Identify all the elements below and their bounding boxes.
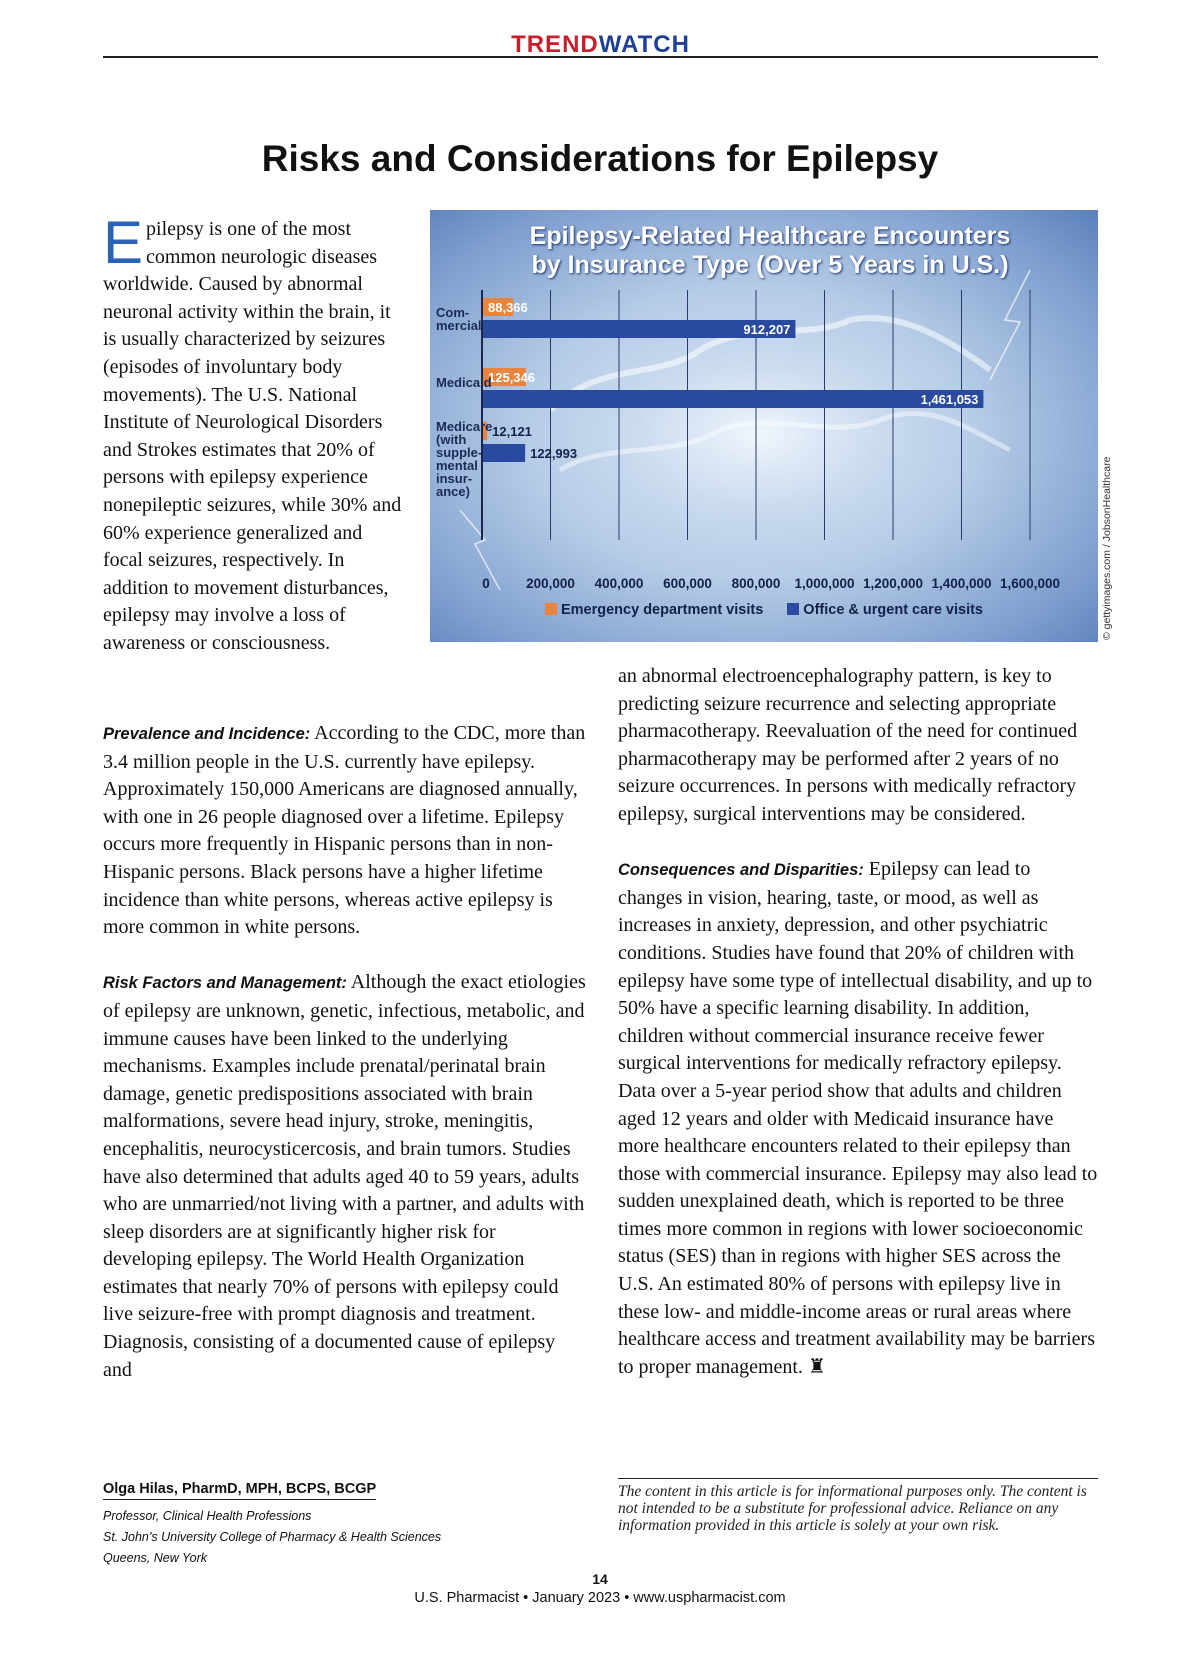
page-title: Risks and Considerations for Epilepsy <box>261 138 939 179</box>
chart-title-line-1: Epilepsy-Related Healthcare Encounters <box>529 222 1011 250</box>
x-tick-label: 800,000 <box>731 576 781 591</box>
x-tick-label: 200,000 <box>526 576 575 591</box>
category-label-commercial: Com- mercial <box>436 305 482 333</box>
risk-continued-paragraph: an abnormal electroencephalography pattern, is key to predicting seizure recurrence and selecting appropriate pharmacotherapy. Reevaluation of the need for continued pharmacotherapy may be performed after 2 years of no seizure occurrences. In persons with medically refractory epilepsy, surgical interventions may be considered. <box>618 665 1078 825</box>
legend-swatch <box>545 603 557 615</box>
chart-legend <box>430 602 1098 618</box>
bar-office <box>483 390 983 408</box>
bar-value-label: 1,461,053 <box>920 392 979 407</box>
bar-value-label: 912,207 <box>743 322 791 337</box>
page-footer <box>0 1571 1200 1606</box>
x-tick-label: 1,000,000 <box>794 576 855 591</box>
prevalence-paragraph <box>103 720 588 942</box>
legend-item-office: Office & urgent care visits <box>787 602 983 618</box>
author-institution: St. John’s University College of Pharmacy & Health Sciences <box>103 1530 442 1544</box>
author-name: Olga Hilas, PharmD, MPH, BCPS, BCGP <box>103 1481 376 1500</box>
consequences-text: Epilepsy can lead to changes in vision, hearing, taste, or mood, as well as increases in anxiety, depression, and other psychiatric conditions. Studies have found that 20% of children with epilepsy have some type of intellectual disability, and up to 50% have a specific learning disability. In addition, children without commercial insurance receive fewer surgical interventions for medically refractory epilepsy. Data over a 5-year period show that adults and children aged 12 years and older with Medicaid insurance have more healthcare encounters related to their epilepsy than those with commercial insurance. Epilepsy may also lead to sudden unexplained death, which is reported to be three times more common in regions with lower socioeconomic status (SES) than in regions with higher SES across the U.S. An estimated 80% of persons with epilepsy live in these low- and middle-income areas or rural areas where healthcare access and treatment availability may be barriers to proper management. <box>618 858 1098 1378</box>
x-tick-label: 1,200,000 <box>862 576 924 591</box>
risk-heading: Risk Factors and Management: <box>103 974 347 993</box>
category-label-medicaid: Medicaid <box>436 375 492 390</box>
right-column <box>618 663 1098 1409</box>
chart-title <box>500 222 1040 280</box>
masthead-watch: WATCH <box>598 31 690 58</box>
consequences-heading: Consequences and Disparities: <box>618 861 864 880</box>
category-label-medicare: Medicare (with supple- mental insur- ance) <box>436 419 493 499</box>
masthead <box>103 31 1098 58</box>
bar-value-label: 122,993 <box>530 446 578 461</box>
prevalence-heading: Prevalence and Incidence: <box>103 725 311 743</box>
legend-item-emergency: Emergency department visits <box>545 602 763 618</box>
drop-cap: E <box>103 209 144 276</box>
risk-text: Although the exact etiologies of epilepsy are unknown, genetic, infectious, metabolic, and immune causes have been linked to the underlying mechanisms. Examples include prenatal/perinatal brain damage, genetic predispositions associated with brain malformations, severe head injury, stroke, meningitis, encephalitis, neurocysticercosis, and brain tumors. Studies have also determined that adults aged 40 to 59 years, adults who are unmarried/not living with a partner, and adults with sleep disorders are at significantly higher risk for developing epilepsy. The World Health Organization estimates that nearly 70% of persons with epilepsy could live seizure-free with prompt diagnosis and treatment. Diagnosis, consisting of a documented cause of epilepsy and <box>103 971 586 1381</box>
image-credit: © gettyimages.com / JobsonHealthcare <box>1101 456 1113 640</box>
intro-text: pilepsy is one of the most common neurologic diseases worldwide. Caused by abnormal neuronal activity within the brain, it is usually characterized by seizures (episodes of involuntary body movements). The U.S. National Institute of Neurological Disorders and Strokes estimates that 20% of persons with epilepsy experience nonepileptic seizures, while 30% and 60% experience generalized and focal seizures, respectively. In addition to movement disturbances, epilepsy may involve a loss of awareness or consciousness. <box>103 218 402 654</box>
publication-line: U.S. Pharmacist • January 2023 • www.uspharmacist.com <box>414 1590 786 1606</box>
disclaimer: The content in this article is for informational purposes only. The content is not intended to be a substitute for professional advice. Reliance on any information provided in this article is solely at your own risk. <box>618 1478 1098 1534</box>
end-mark-icon: ♜ <box>807 1355 826 1378</box>
bar-value-label: 12,121 <box>492 424 532 439</box>
intro-paragraph <box>103 209 403 658</box>
risk-paragraph <box>103 969 588 1384</box>
bar-value-label: 88,366 <box>488 300 528 315</box>
chart-title-line-2: by Insurance Type (Over 5 Years in U.S.) <box>531 251 1009 279</box>
prevalence-text: According to the CDC, more than 3.4 million people in the U.S. currently have epilepsy. Approximately 150,000 Americans are diagnosed annually, with one in 26 people diagnosed over a lifetime. Epilepsy occurs more frequently in Hispanic persons than in non-Hispanic persons. Black persons have a higher lifetime incidence than white persons, whereas active epilepsy is more common in white persons. <box>103 722 586 939</box>
encounters-chart <box>430 210 1098 642</box>
x-tick-label: 1,400,000 <box>931 576 992 591</box>
lightning-bolt <box>990 270 1030 380</box>
masthead-trend: TREND <box>511 31 599 58</box>
bar-value-label: 125,346 <box>488 370 535 385</box>
legend-swatch <box>787 603 799 615</box>
page-number: 14 <box>592 1571 608 1587</box>
consequences-paragraph <box>618 856 1098 1381</box>
author-title: Professor, Clinical Health Professions <box>103 1509 312 1523</box>
left-column <box>103 720 588 1412</box>
x-tick-label: 0 <box>482 576 490 591</box>
author-block <box>103 1480 523 1569</box>
x-tick-label: 400,000 <box>594 576 644 591</box>
lightning-bolt <box>460 510 500 590</box>
x-tick-label: 600,000 <box>663 576 712 591</box>
author-location: Queens, New York <box>103 1551 207 1565</box>
x-tick-label: 1,600,000 <box>999 576 1061 591</box>
